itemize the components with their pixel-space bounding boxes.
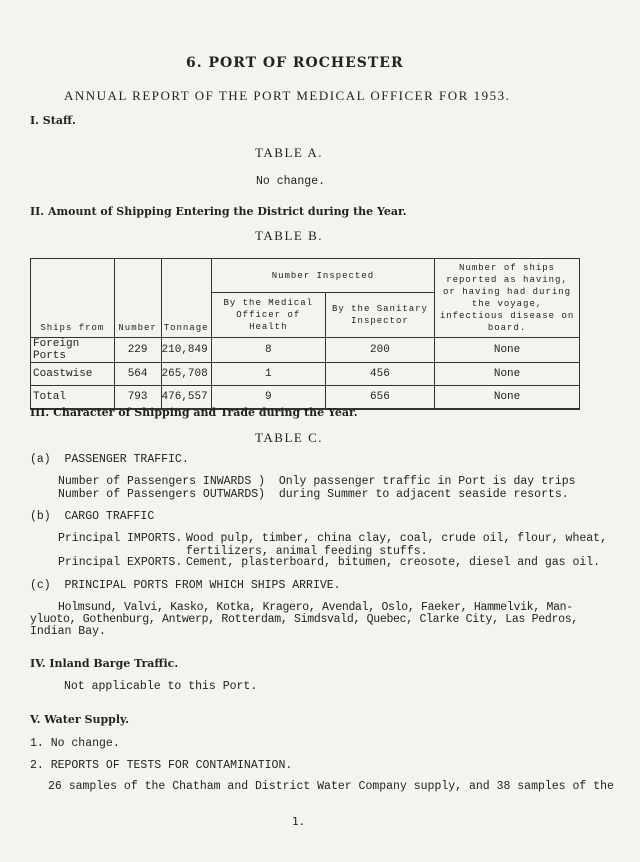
header-number: Number [114, 259, 161, 338]
header-infectious: Number of ships reported as having, or having had during the voyage, infectious disease on board. [435, 259, 580, 338]
principal-ports-heading: (c) PRINCIPAL PORTS FROM WHICH SHIPS ARRIVE. [30, 579, 341, 592]
imports-line-1: Wood pulp, timber, china clay, coal, crude oil, flour, wheat, [186, 532, 607, 545]
passenger-line-1: Number of Passengers INWARDS ) Only passenger traffic in Port is day trips [58, 475, 576, 488]
cell-infectious: None [435, 363, 580, 386]
report-subtitle: ANNUAL REPORT OF THE PORT MEDICAL OFFICER FOR 1953. [64, 88, 511, 103]
cell-number: 564 [114, 363, 161, 386]
cell-medical: 8 [211, 338, 325, 363]
water-item-1: 1. No change. [30, 737, 120, 750]
exports-label: Principal EXPORTS. [58, 556, 183, 569]
ports-line-3: Indian Bay. [30, 625, 106, 638]
cell-from: Foreign Ports [31, 338, 115, 363]
section-heading-shipping: II. Amount of Shipping Entering the District during the Year. [30, 205, 407, 218]
table-c-label: TABLE C. [255, 430, 324, 445]
section-heading-barge: IV. Inland Barge Traffic. [30, 657, 179, 670]
water-item-2-text: 26 samples of the Chatham and District Water Company supply, and 38 samples of the [48, 780, 614, 793]
header-medical-officer: By the Medical Officer of Health [211, 293, 325, 338]
cell-tonnage: 265,708 [161, 363, 211, 386]
ports-line-2: yluoto, Gothenburg, Antwerp, Rotterdam, Simdsvald, Quebec, Clarke City, Las Pedros, [30, 613, 578, 626]
header-sanitary-inspector: By the Sanitary Inspector [325, 293, 434, 338]
cell-tonnage: 210,849 [161, 338, 211, 363]
shipping-table [30, 258, 580, 410]
section-heading-character: III. Character of Shipping and Trade during the Year. [30, 406, 358, 419]
table-a-label: TABLE A. [255, 145, 324, 160]
cargo-traffic-heading: (b) CARGO TRAFFIC [30, 510, 155, 523]
cell-medical: 1 [211, 363, 325, 386]
table-b-label: TABLE B. [255, 228, 324, 243]
cell-from: Coastwise [31, 363, 115, 386]
table-row [31, 338, 580, 363]
cell-from: Total [31, 386, 115, 410]
header-tonnage: Tonnage [161, 259, 211, 338]
imports-line-2: fertilizers, animal feeding stuffs. [186, 545, 428, 558]
section-heading-water: V. Water Supply. [30, 713, 129, 726]
imports-label: Principal IMPORTS. [58, 532, 183, 545]
page-title: 6. PORT OF ROCHESTER [186, 55, 404, 71]
table-row [31, 363, 580, 386]
cell-number: 229 [114, 338, 161, 363]
passenger-traffic-heading: (a) PASSENGER TRAFFIC. [30, 453, 189, 466]
cell-sanitary: 200 [325, 338, 434, 363]
cell-infectious: None [435, 338, 580, 363]
exports-text: Cement, plasterboard, bitumen, creosote, diesel and gas oil. [186, 556, 601, 569]
barge-text: Not applicable to this Port. [64, 680, 258, 693]
ports-line-1: Holmsund, Valvi, Kasko, Kotka, Kragero, Avendal, Oslo, Faeker, Hammelvik, Man- [58, 601, 573, 614]
passenger-line-2: Number of Passengers OUTWARDS) during Summer to adjacent seaside resorts. [58, 488, 569, 501]
cell-medical: 9 [211, 386, 325, 410]
header-ships-from: Ships from [31, 259, 115, 338]
section-heading-staff: I. Staff. [30, 114, 76, 127]
water-item-2: 2. REPORTS OF TESTS FOR CONTAMINATION. [30, 759, 293, 772]
cell-tonnage: 476,557 [161, 386, 211, 410]
cell-sanitary: 656 [325, 386, 434, 410]
page-number: 1. [292, 815, 306, 828]
cell-infectious: None [435, 386, 580, 410]
header-number-inspected: Number Inspected [211, 259, 434, 293]
cell-number: 793 [114, 386, 161, 410]
staff-text: No change. [256, 175, 326, 188]
cell-sanitary: 456 [325, 363, 434, 386]
